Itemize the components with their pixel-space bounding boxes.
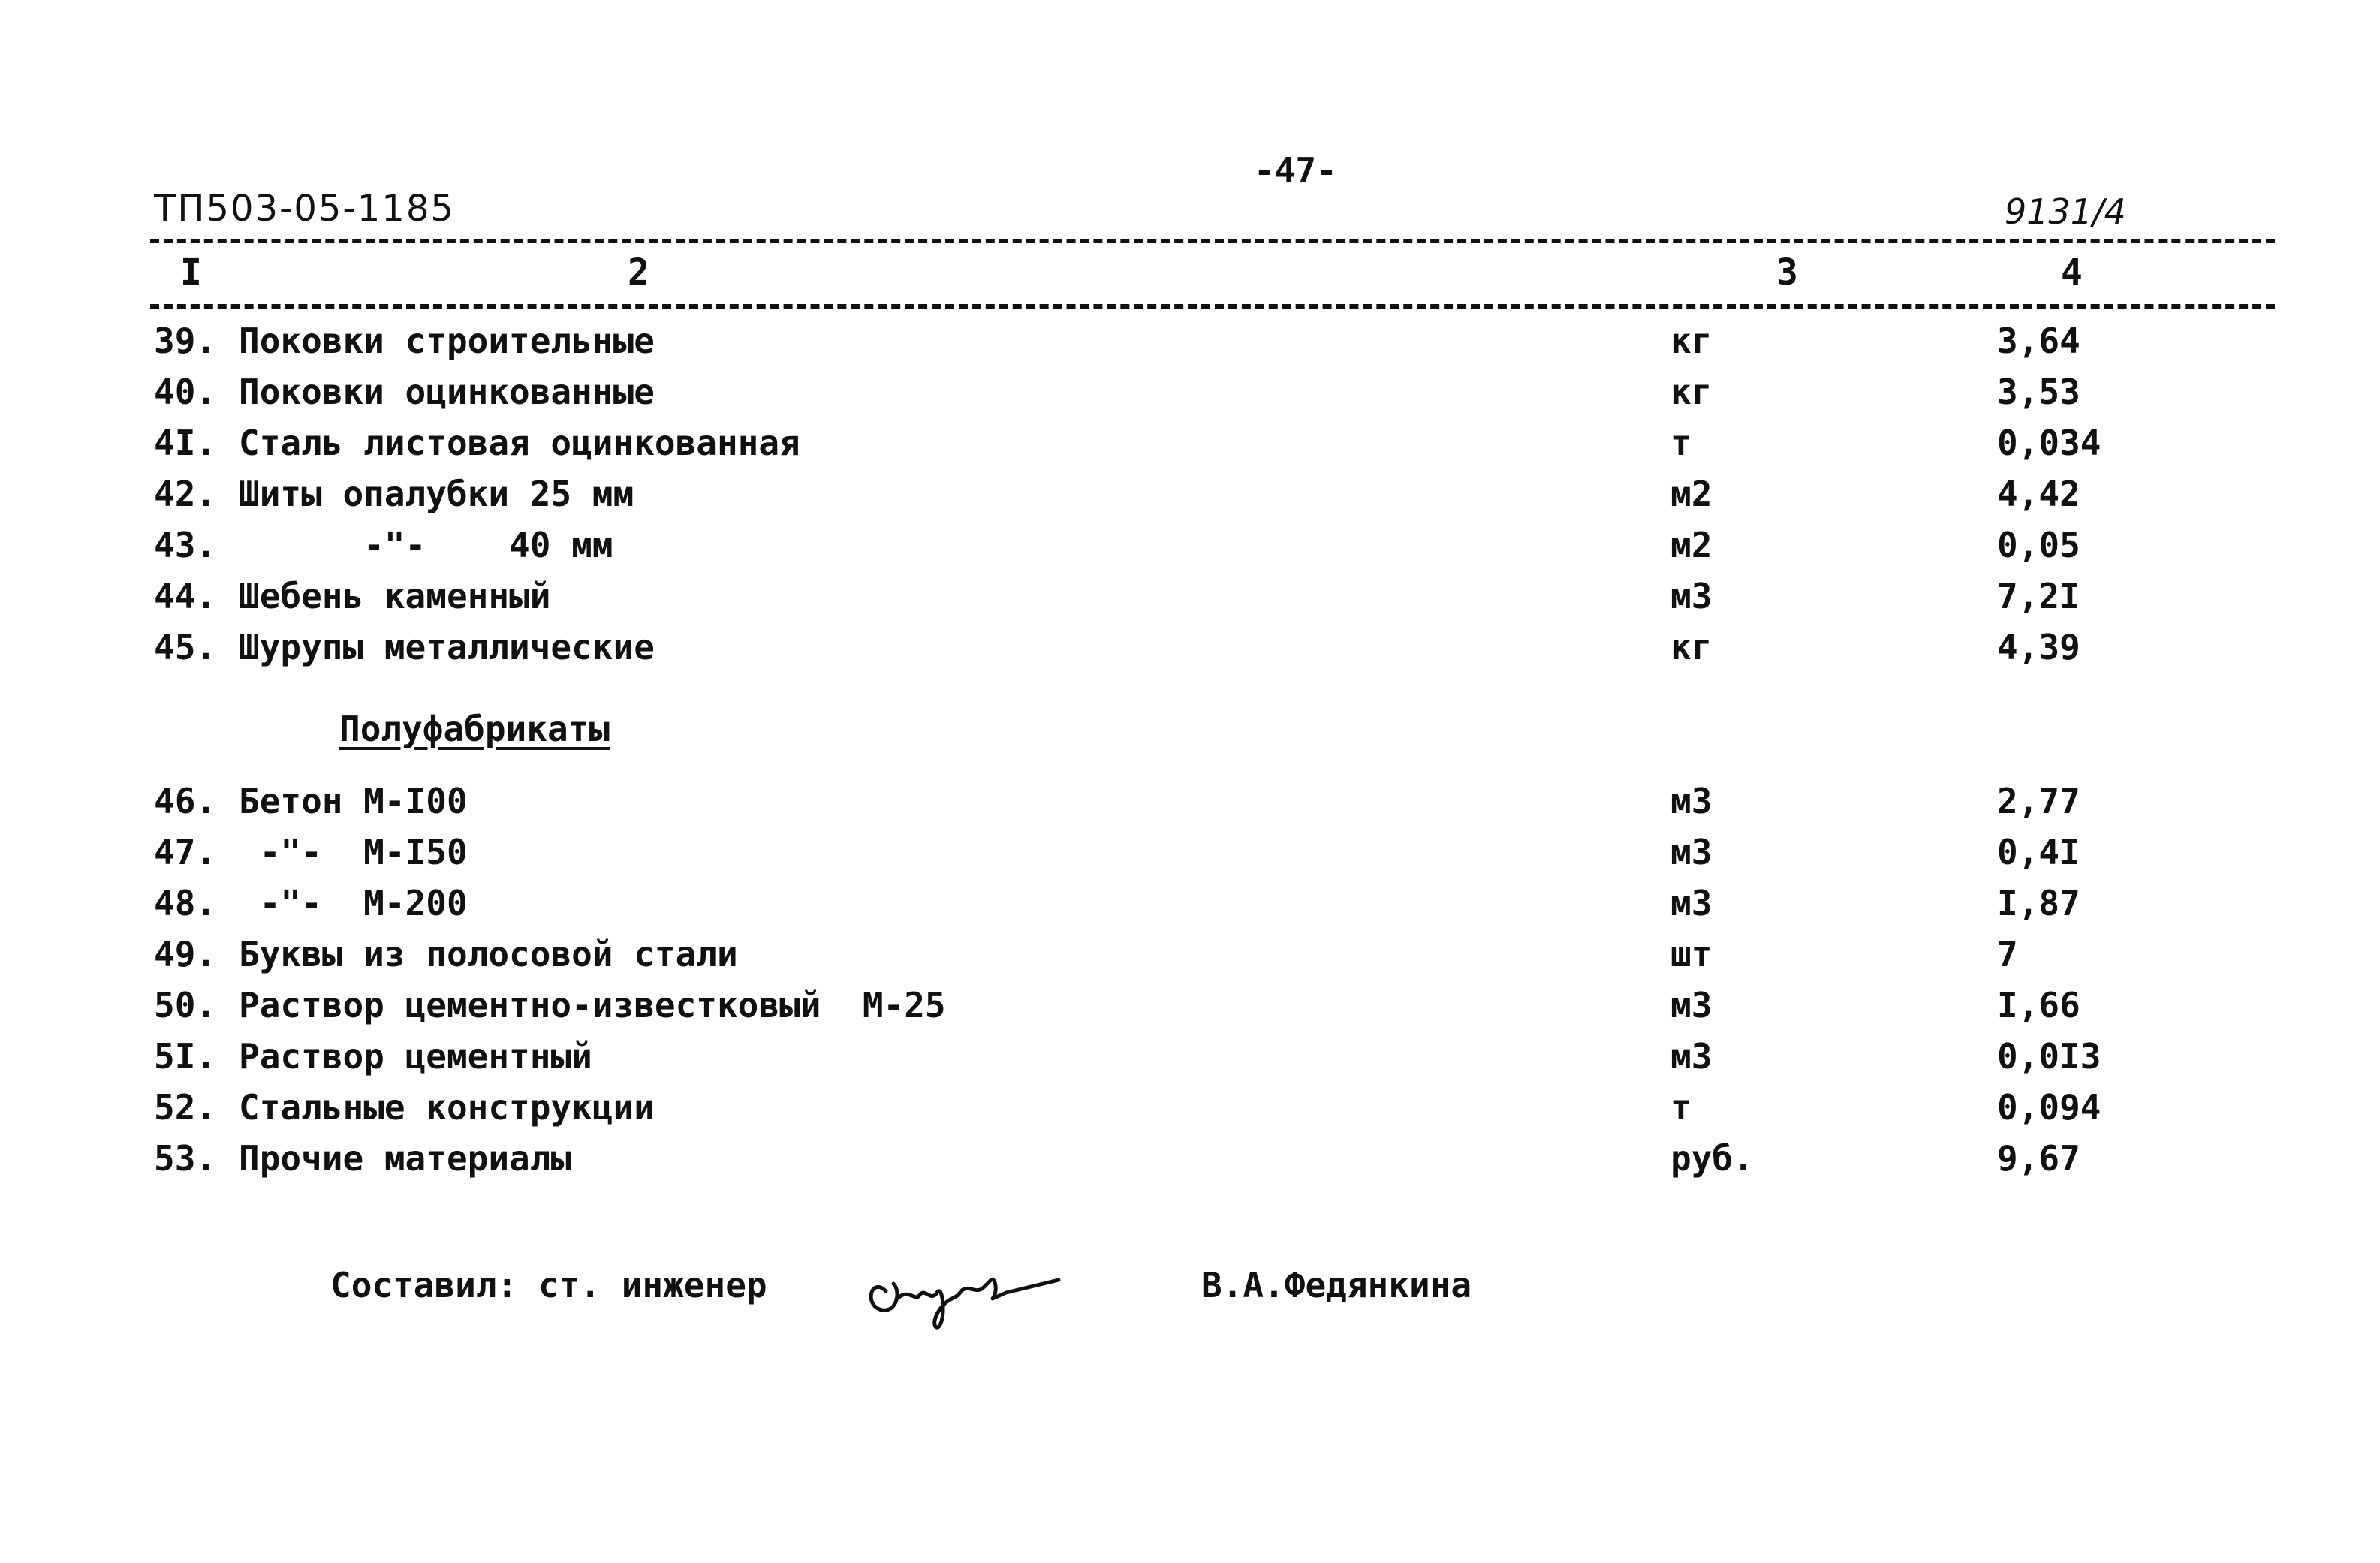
table-row — [0, 1036, 2380, 1086]
table-row — [0, 883, 2380, 932]
row-value: 7,2I — [1997, 576, 2080, 616]
row-number: 49. — [154, 934, 217, 974]
row-unit: кг — [1671, 627, 1713, 667]
row-number: 42. — [154, 474, 217, 514]
row-value: I,87 — [1997, 883, 2080, 923]
row-unit: кг — [1671, 372, 1713, 412]
row-unit: м3 — [1671, 883, 1713, 923]
row-number: 45. — [154, 627, 217, 667]
row-number: 39. — [154, 321, 217, 361]
row-unit: руб. — [1671, 1138, 1754, 1179]
row-value: 2,77 — [1997, 781, 2080, 821]
row-unit: шт — [1671, 934, 1713, 974]
row-number: 43. — [154, 525, 217, 565]
row-number: 53. — [154, 1138, 217, 1179]
row-unit: м2 — [1671, 525, 1713, 565]
row-material: Шурупы металлические — [239, 627, 655, 667]
row-value: 7 — [1997, 934, 2018, 974]
section-title: Полуфабрикаты — [339, 709, 610, 749]
table-row — [0, 781, 2380, 830]
table-row — [0, 934, 2380, 983]
row-unit: м3 — [1671, 781, 1713, 821]
row-number: 50. — [154, 985, 217, 1025]
header-top-rule — [150, 239, 2275, 243]
row-unit: м3 — [1671, 1036, 1713, 1077]
column-header-1: I — [180, 251, 202, 294]
handwritten-signature — [856, 1246, 1066, 1336]
row-material: Шебень каменный — [239, 576, 551, 616]
row-material: Поковки оцинкованные — [239, 372, 655, 412]
table-row — [0, 372, 2380, 421]
row-material: -"- М-I50 — [239, 832, 468, 872]
document-code: ТП503-05-1185 — [154, 188, 455, 230]
row-number: 47. — [154, 832, 217, 872]
signer-name: В.А.Федянкина — [1201, 1265, 1472, 1306]
row-number: 4I. — [154, 423, 217, 463]
row-unit: м3 — [1671, 985, 1713, 1025]
row-material: -"- М-200 — [239, 883, 468, 923]
table-row — [0, 832, 2380, 881]
table-row — [0, 985, 2380, 1034]
row-material: Буквы из полосовой стали — [239, 934, 738, 974]
column-header-4: 4 — [2061, 251, 2083, 294]
row-material: Бетон М-I00 — [239, 781, 468, 821]
row-value: 0,034 — [1997, 423, 2101, 463]
row-number: 52. — [154, 1087, 217, 1128]
row-unit: м3 — [1671, 576, 1713, 616]
row-unit: м2 — [1671, 474, 1713, 514]
row-number: 5I. — [154, 1036, 217, 1077]
row-value: 0,0I3 — [1997, 1036, 2101, 1077]
row-material: Стальные конструкции — [239, 1087, 655, 1128]
row-unit: кг — [1671, 321, 1713, 361]
row-material: -"- 40 мм — [239, 525, 613, 565]
table-row — [0, 423, 2380, 472]
row-value: 3,64 — [1997, 321, 2080, 361]
row-unit: т — [1671, 1087, 1692, 1128]
row-value: 4,39 — [1997, 627, 2080, 667]
column-header-2: 2 — [628, 251, 649, 294]
sheet-code: 9131/4 — [2005, 191, 2126, 232]
row-value: 3,53 — [1997, 372, 2080, 412]
row-number: 44. — [154, 576, 217, 616]
row-material: Сталь листовая оцинкованная — [239, 423, 800, 463]
row-value: 4,42 — [1997, 474, 2080, 514]
row-unit: т — [1671, 423, 1692, 463]
column-header-3: 3 — [1776, 251, 1798, 294]
row-material: Раствор цементно-известковый М-25 — [239, 985, 946, 1025]
table-row — [0, 1087, 2380, 1137]
row-unit: м3 — [1671, 832, 1713, 872]
row-material: Поковки строительные — [239, 321, 655, 361]
table-row — [0, 576, 2380, 625]
row-number: 48. — [154, 883, 217, 923]
header-bottom-rule — [150, 304, 2275, 309]
row-value: 0,4I — [1997, 832, 2080, 872]
table-row — [0, 1138, 2380, 1188]
row-value: 0,05 — [1997, 525, 2080, 565]
row-value: I,66 — [1997, 985, 2080, 1025]
table-row — [0, 525, 2380, 574]
row-material: Шиты опалубки 25 мм — [239, 474, 634, 514]
table-row — [0, 627, 2380, 676]
composed-by-label: Составил: ст. инженер — [330, 1265, 767, 1306]
row-material: Раствор цементный — [239, 1036, 592, 1077]
row-material: Прочие материалы — [239, 1138, 572, 1179]
row-value: 9,67 — [1997, 1138, 2080, 1179]
row-number: 40. — [154, 372, 217, 412]
row-number: 46. — [154, 781, 217, 821]
page-number: -47- — [1254, 150, 1337, 191]
table-row — [0, 474, 2380, 523]
row-value: 0,094 — [1997, 1087, 2101, 1128]
table-row — [0, 321, 2380, 370]
